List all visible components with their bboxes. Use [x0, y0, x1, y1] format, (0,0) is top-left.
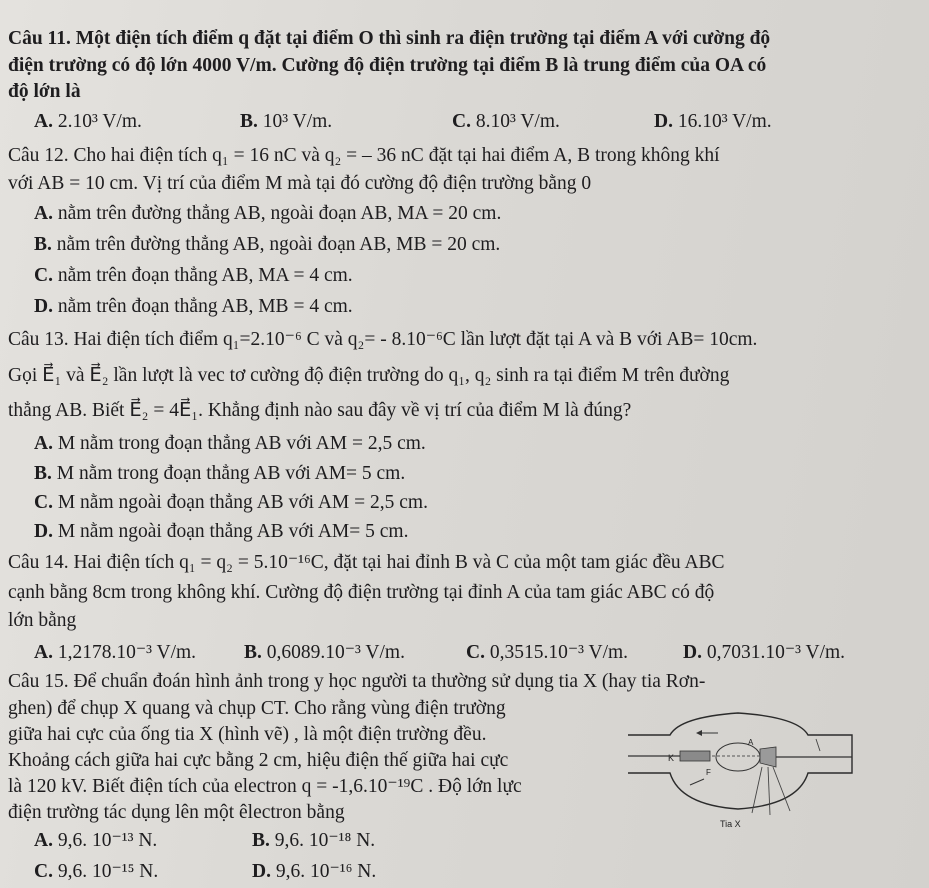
q13-option-b[interactable]: B. M nằm trong đoạn thẳng AB với AM= 5 cm.	[34, 463, 406, 484]
label-f: F	[706, 768, 711, 777]
q15-option-a[interactable]: A. 9,6. 10⁻¹³ N.	[34, 830, 158, 851]
q14-option-c[interactable]: C. 0,3515.10⁻³ V/m.	[466, 642, 629, 663]
q12-option-b[interactable]: B. nằm trên đường thẳng AB, ngoài đoạn AB, MB = 20 cm.	[34, 234, 501, 255]
q14-option-a[interactable]: A. 1,2178.10⁻³ V/m.	[34, 642, 197, 663]
q11-option-d[interactable]: D. 16.10³ V/m.	[654, 111, 772, 132]
q15-line-3: giữa hai cực của ống tia X (hình vẽ) , là một điện trường đều.	[8, 724, 487, 745]
q11-option-b[interactable]: B. 10³ V/m.	[240, 111, 333, 132]
q14-line-2: cạnh bằng 8cm trong không khí. Cường độ điện trường tại đỉnh A của tam giác ABC có độ	[8, 582, 715, 603]
cathode	[680, 751, 710, 761]
figure-caption: Tia X	[720, 819, 741, 829]
q13-line-1: Câu 13. Hai điện tích điểm q₁=2.10⁻⁶ C và q₂= - 8.10⁻⁶C lần lượt đặt tại A và B với AB= 10cm.	[8, 329, 758, 350]
force-arrow-head	[696, 730, 702, 736]
q13-option-a[interactable]: A. M nằm trong đoạn thẳng AB với AM = 2,5 cm.	[34, 433, 426, 454]
q11-line-1: Câu 11. Một điện tích điểm q đặt tại điểm O thì sinh ra điện trường tại điểm A với cường độ	[8, 28, 771, 49]
q13-line-2: Gọi E⃗₁ và E⃗₂ lần lượt là vec tơ cường độ điện trường do q₁, q₂ sinh ra tại điểm M trên đường	[8, 365, 730, 386]
q12-option-d[interactable]: D. nằm trên đoạn thẳng AB, MB = 4 cm.	[34, 296, 353, 317]
q11-line-3: độ lớn là	[8, 81, 81, 102]
q14-option-b[interactable]: B. 0,6089.10⁻³ V/m.	[244, 642, 405, 663]
q11-line-2: điện trường có độ lớn 4000 V/m. Cường độ điện trường tại điểm B là trung điểm của OA có	[8, 55, 767, 76]
xray-ray-3	[773, 767, 790, 811]
q12-option-c[interactable]: C. nằm trên đoạn thẳng AB, MA = 4 cm.	[34, 265, 353, 286]
force-arrow-2	[690, 779, 704, 785]
q11-option-c[interactable]: C. 8.10³ V/m.	[452, 111, 560, 132]
q15-line-2: ghen) để chụp X quang và chụp CT. Cho rằng vùng điện trường	[8, 698, 506, 719]
xray-ray-4	[816, 739, 820, 751]
tube-center	[716, 743, 760, 771]
q14-option-d[interactable]: D. 0,7031.10⁻³ V/m.	[683, 642, 846, 663]
q15-line-1: Câu 15. Để chuẩn đoán hình ảnh trong y học người ta thường sử dụng tia X (hay tia Rơn-	[8, 671, 706, 692]
tube-envelope	[628, 713, 852, 809]
q13-option-d[interactable]: D. M nằm ngoài đoạn thẳng AB với AM= 5 cm.	[34, 521, 409, 542]
label-k: K	[668, 753, 675, 763]
q11-option-a[interactable]: A. 2.10³ V/m.	[34, 111, 142, 132]
q15-line-6: điện trường tác dụng lên một êlectron bằng	[8, 802, 345, 823]
q12-line-2: với AB = 10 cm. Vị trí của điểm M mà tại đó cường độ điện trường bằng 0	[8, 173, 592, 194]
q14-line-3: lớn bằng	[8, 610, 77, 631]
label-a: A	[748, 738, 754, 747]
xray-tube-figure	[620, 695, 860, 845]
q15-option-b[interactable]: B. 9,6. 10⁻¹⁸ N.	[252, 830, 376, 851]
xray-ray-2	[768, 767, 770, 815]
q15-line-4: Khoảng cách giữa hai cực bằng 2 cm, hiệu điện thế giữa hai cực	[8, 750, 509, 771]
q15-option-c[interactable]: C. 9,6. 10⁻¹⁵ N.	[34, 861, 159, 882]
q12-line-1: Câu 12. Cho hai điện tích q₁ = 16 nC và q₂ = – 36 nC đặt tại hai điểm A, B trong không khí	[8, 145, 720, 166]
anode	[760, 747, 776, 767]
q15-option-d[interactable]: D. 9,6. 10⁻¹⁶ N.	[252, 861, 377, 882]
q13-option-c[interactable]: C. M nằm ngoài đoạn thẳng AB với AM = 2,5 cm.	[34, 492, 428, 513]
q12-option-a[interactable]: A. nằm trên đường thẳng AB, ngoài đoạn AB, MA = 20 cm.	[34, 203, 502, 224]
q14-line-1: Câu 14. Hai điện tích q₁ = q₂ = 5.10⁻¹⁶C, đặt tại hai đỉnh B và C của một tam giác đều ABC	[8, 552, 725, 573]
q13-line-3: thẳng AB. Biết E⃗₂ = 4E⃗₁. Khẳng định nào sau đây về vị trí của điểm M là đúng?	[8, 400, 632, 421]
q15-line-5: là 120 kV. Biết điện tích của electron q = -1,6.10⁻¹⁹C . Độ lớn lực	[8, 776, 522, 797]
